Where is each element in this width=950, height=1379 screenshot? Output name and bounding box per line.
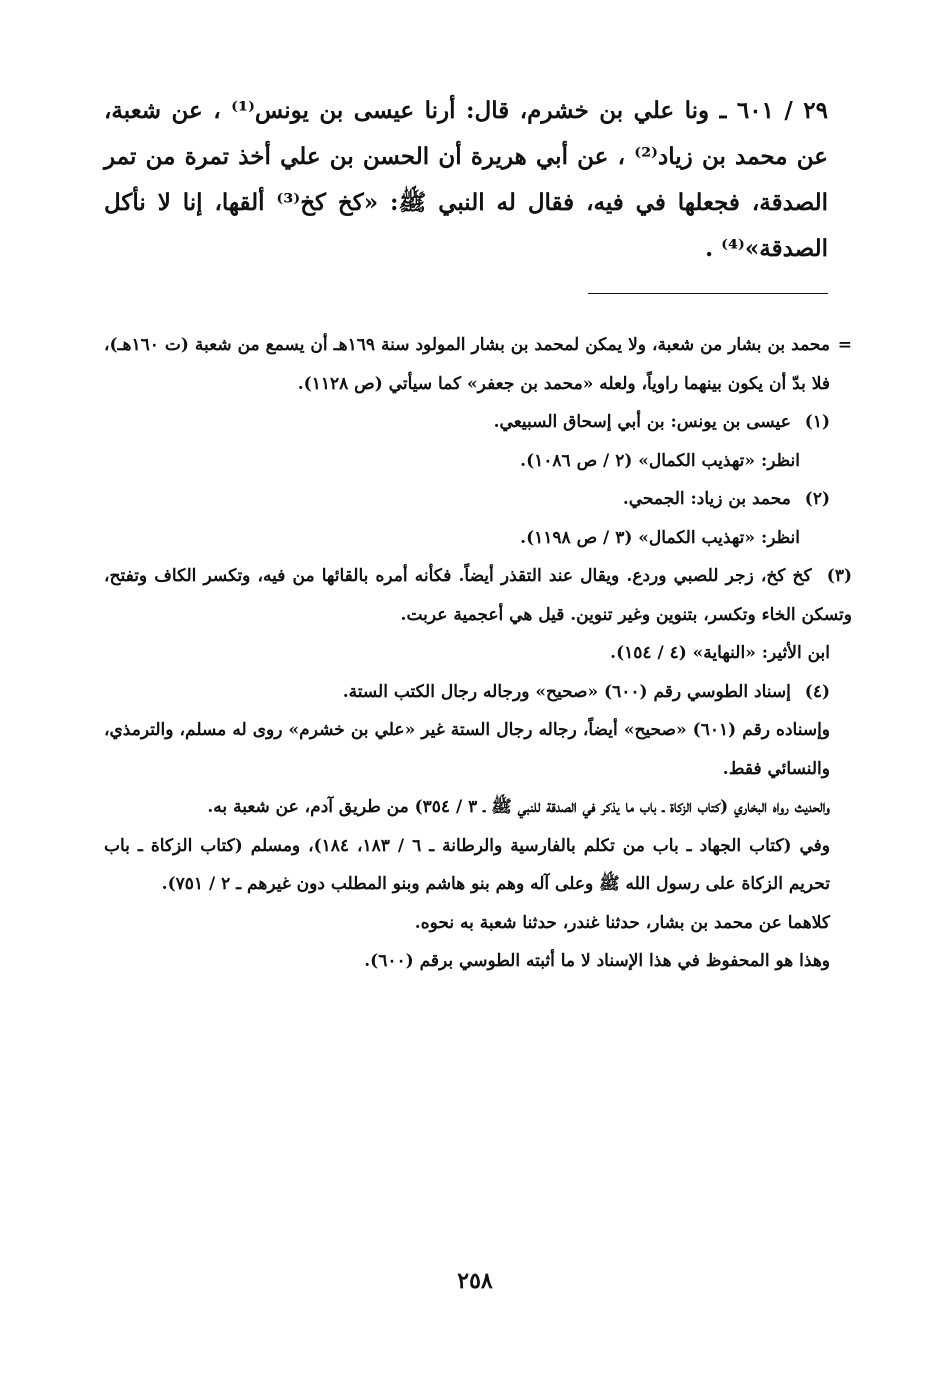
footnote-1 [104, 403, 830, 442]
continuation-text: محمد بن بشار من شعبة، ولا يمكن لمحمد بن بشار المولود سنة ١٦٩هـ أن يسمع من شعبة (ت ١٦٠هـ)، فلا بدّ أن يكون بينهما راوياً، ولعله «محمد بن جعفر» كما سيأتي (ص ١١٢٨). [104, 335, 830, 394]
footnote-continuation [104, 326, 852, 403]
footnote-4-text: إسناد الطوسي رقم (٦٠٠) «صحيح» ورجاله رجال الكتب الستة. [342, 681, 791, 702]
footnote-3-number: (٣) [826, 566, 853, 586]
footnote-2-number: (٢) [804, 489, 830, 509]
footnote-4-para-3: والحديث رواه البخاري (كتاب الزكاة ـ باب ما يذكر في الصدقة للنبي ﷺ ـ ٣ / ٣٥٤) من طريق آدم، عن شعبة به. [207, 797, 830, 817]
footnote-4-para-5: كلاهما عن محمد بن بشار، حدثنا غندر، حدثنا شعبة به نحوه. [414, 912, 830, 933]
footnotes [104, 326, 853, 981]
footnote-1-ref: انظر: «تهذيب الكمال» (٢ / ص ١٠٨٦). [520, 450, 800, 471]
footnote-4-para-4: وفي (كتاب الجهاد ـ باب من تكلم بالفارسية والرطانة ـ ٦ / ١٨٣، ١٨٤)، ومسلم (كتاب الزكاة ـ باب تحريم الزكاة على رسول الله ﷺ وعلى آله وهم بنو هاشم وبنو المطلب دون غيرهم ـ ٢ / ٧٥١). [104, 835, 831, 894]
footnote-3-text: كخ كخ، زجر للصبي وردع. ويقال عند التقذر أيضاً. فكأنه أمره بالقائها من فيه، وتكسر الكاف وتفتح، وتسكن الخاء وتكسر، بتنوين وغير تنوين. قيل هي أعجمية عربت. [104, 566, 852, 625]
footnote-2-text: محمد بن زياد: الجمحي. [622, 489, 791, 509]
page-number: ٢٥٨ [457, 1268, 493, 1294]
footnote-2-ref: انظر: «تهذيب الكمال» (٣ / ص ١١٩٨). [520, 527, 800, 548]
footnote-4-para-6: وهذا هو المحفوظ في هذا الإسناد لا ما أثبته الطوسي برقم (٦٠٠). [364, 951, 830, 971]
hadith-text: ٢٩ / ٦٠١ ـ ونا علي بن خشرم، قال: أرنا عيسى بن يونس⁽¹⁾ ، عن شعبة، عن محمد بن زياد⁽²⁾ ، عن أبي هريرة أن الحسن بن علي أخذ تمرة من تمر الصدقة، فجعلها في فيه، فقال له النبي ﷺ: «كخ كخ⁽³⁾ ألقها، إنا لا نأكل الصدقة»⁽⁴⁾ . [104, 97, 829, 262]
footnote-3-ref: ابن الأثير: «النهاية» (٤ / ١٥٤). [610, 643, 830, 663]
footnote-4-para-2: وإسناده رقم (٦٠١) «صحيح» أيضاً، رجاله رجال الستة غير «علي بن خشرم» روى له مسلم، والترمذي، والنسائي فقط. [104, 720, 830, 779]
footnote-2 [104, 480, 830, 519]
footnote-1-text: عيسى بن يونس: بن أبي إسحاق السبيعي. [493, 412, 791, 432]
footnote-4 [104, 673, 830, 712]
footnote-3 [104, 557, 852, 634]
footnote-1-number: (١) [804, 412, 830, 432]
continuation-mark: = [837, 335, 852, 355]
footnote-separator [588, 293, 828, 294]
footnote-4-number: (٤) [804, 681, 830, 702]
